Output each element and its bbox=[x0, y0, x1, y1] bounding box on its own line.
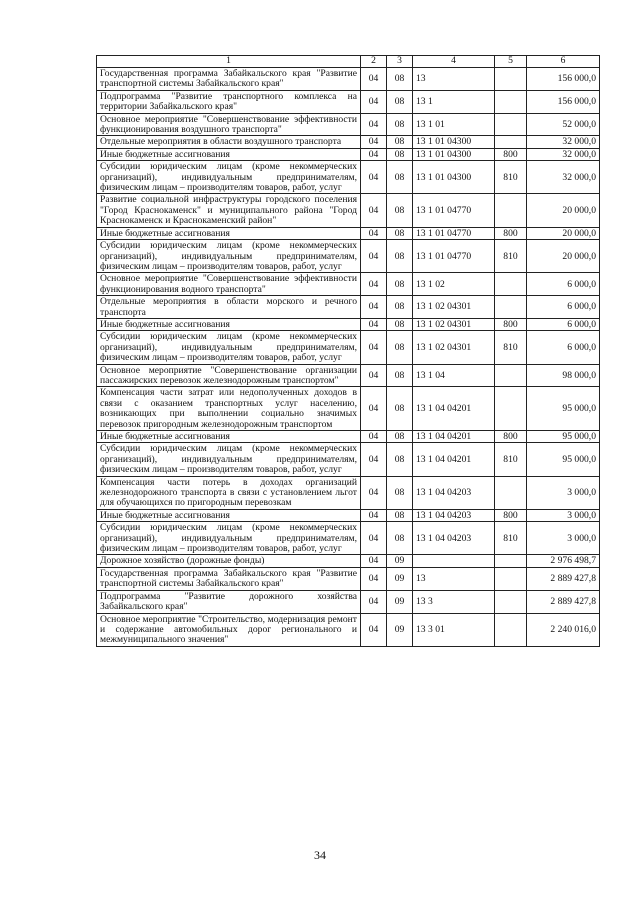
row-section-cell: 04 bbox=[361, 555, 387, 567]
row-expense-type-cell bbox=[495, 273, 527, 296]
row-expense-type-cell bbox=[495, 296, 527, 319]
row-target-article-cell: 13 bbox=[413, 567, 495, 590]
row-section-cell: 04 bbox=[361, 387, 387, 431]
row-subsection-cell: 08 bbox=[387, 476, 413, 509]
row-name-cell: Иные бюджетные ассигнования bbox=[97, 509, 361, 521]
row-name-cell: Основное мероприятие "Совершенствование организации пассажирских перевозок железнодорожным транспортом" bbox=[97, 364, 361, 387]
row-expense-type-cell: 800 bbox=[495, 431, 527, 443]
table-body bbox=[97, 68, 600, 647]
row-target-article-cell: 13 1 04 04203 bbox=[413, 522, 495, 555]
row-expense-type-cell bbox=[495, 136, 527, 148]
row-section-cell: 04 bbox=[361, 613, 387, 646]
header-col-3: 3 bbox=[387, 56, 413, 68]
row-subsection-cell: 09 bbox=[387, 555, 413, 567]
row-section-cell: 04 bbox=[361, 273, 387, 296]
row-target-article-cell: 13 1 04 04201 bbox=[413, 431, 495, 443]
row-section-cell: 04 bbox=[361, 227, 387, 239]
row-amount-cell: 20 000,0 bbox=[527, 194, 600, 227]
row-expense-type-cell bbox=[495, 68, 527, 91]
row-section-cell: 04 bbox=[361, 443, 387, 476]
table-row bbox=[97, 296, 600, 319]
row-section-cell: 04 bbox=[361, 318, 387, 330]
row-section-cell: 04 bbox=[361, 364, 387, 387]
header-row bbox=[97, 56, 600, 68]
row-section-cell: 04 bbox=[361, 476, 387, 509]
row-target-article-cell: 13 1 bbox=[413, 90, 495, 113]
table-row bbox=[97, 148, 600, 160]
table-row bbox=[97, 194, 600, 227]
row-section-cell: 04 bbox=[361, 590, 387, 613]
row-section-cell: 04 bbox=[361, 331, 387, 364]
table-row bbox=[97, 240, 600, 273]
table-row bbox=[97, 273, 600, 296]
header-col-2: 2 bbox=[361, 56, 387, 68]
row-subsection-cell: 09 bbox=[387, 590, 413, 613]
table-row bbox=[97, 161, 600, 194]
table-row bbox=[97, 113, 600, 136]
table-header bbox=[97, 56, 600, 68]
row-expense-type-cell bbox=[495, 387, 527, 431]
row-section-cell: 04 bbox=[361, 113, 387, 136]
row-name-cell: Субсидии юридическим лицам (кроме некоммерческих организаций), индивидуальным предпринимателям, физическим лицам – производителям товаров, работ, услуг bbox=[97, 443, 361, 476]
row-amount-cell: 2 889 427,8 bbox=[527, 590, 600, 613]
table-row bbox=[97, 90, 600, 113]
table-row bbox=[97, 476, 600, 509]
row-amount-cell: 52 000,0 bbox=[527, 113, 600, 136]
row-section-cell: 04 bbox=[361, 136, 387, 148]
row-name-cell: Отдельные мероприятия в области морского и речного транспорта bbox=[97, 296, 361, 319]
row-expense-type-cell bbox=[495, 194, 527, 227]
row-name-cell: Государственная программа Забайкальского края "Развитие транспортной системы Забайкальского края" bbox=[97, 567, 361, 590]
row-subsection-cell: 09 bbox=[387, 567, 413, 590]
row-target-article-cell: 13 1 01 04300 bbox=[413, 148, 495, 160]
row-name-cell: Субсидии юридическим лицам (кроме некоммерческих организаций), индивидуальным предпринимателям, физическим лицам – производителям товаров, работ, услуг bbox=[97, 331, 361, 364]
row-target-article-cell: 13 3 01 bbox=[413, 613, 495, 646]
row-amount-cell: 2 976 498,7 bbox=[527, 555, 600, 567]
row-amount-cell: 32 000,0 bbox=[527, 148, 600, 160]
row-target-article-cell: 13 1 04 04203 bbox=[413, 509, 495, 521]
row-expense-type-cell: 810 bbox=[495, 522, 527, 555]
row-name-cell: Развитие социальной инфраструктуры городского поселения "Город Краснокаменск" и муниципального района "Город Краснокаменск и Краснокаменский район" bbox=[97, 194, 361, 227]
row-subsection-cell: 08 bbox=[387, 443, 413, 476]
row-subsection-cell: 08 bbox=[387, 431, 413, 443]
row-expense-type-cell: 800 bbox=[495, 227, 527, 239]
row-section-cell: 04 bbox=[361, 161, 387, 194]
row-expense-type-cell: 800 bbox=[495, 148, 527, 160]
row-target-article-cell: 13 1 02 bbox=[413, 273, 495, 296]
row-subsection-cell: 08 bbox=[387, 522, 413, 555]
row-expense-type-cell bbox=[495, 113, 527, 136]
row-name-cell: Компенсация части затрат или недополученных доходов в связи с оказанием транспортных услуг населению, возникающих при выполнении социально значимых перевозок пригородным железнодорожным транспортом bbox=[97, 387, 361, 431]
row-expense-type-cell bbox=[495, 364, 527, 387]
row-expense-type-cell bbox=[495, 590, 527, 613]
row-target-article-cell: 13 3 bbox=[413, 590, 495, 613]
table-row bbox=[97, 331, 600, 364]
row-amount-cell: 20 000,0 bbox=[527, 227, 600, 239]
row-amount-cell: 95 000,0 bbox=[527, 387, 600, 431]
table-row bbox=[97, 136, 600, 148]
header-col-6: 6 bbox=[527, 56, 600, 68]
row-subsection-cell: 08 bbox=[387, 387, 413, 431]
row-amount-cell: 3 000,0 bbox=[527, 476, 600, 509]
row-name-cell: Подпрограмма "Развитие дорожного хозяйства Забайкальского края" bbox=[97, 590, 361, 613]
row-name-cell: Основное мероприятие "Совершенствование эффективности функционирования водного транспорта" bbox=[97, 273, 361, 296]
table-row bbox=[97, 387, 600, 431]
table-row bbox=[97, 555, 600, 567]
row-name-cell: Дорожное хозяйство (дорожные фонды) bbox=[97, 555, 361, 567]
row-subsection-cell: 08 bbox=[387, 364, 413, 387]
table-row bbox=[97, 590, 600, 613]
row-target-article-cell: 13 1 04 04203 bbox=[413, 476, 495, 509]
row-amount-cell: 6 000,0 bbox=[527, 318, 600, 330]
table-row bbox=[97, 431, 600, 443]
row-name-cell: Иные бюджетные ассигнования bbox=[97, 318, 361, 330]
row-target-article-cell: 13 1 01 04770 bbox=[413, 240, 495, 273]
row-target-article-cell: 13 1 04 04201 bbox=[413, 443, 495, 476]
row-amount-cell: 2 889 427,8 bbox=[527, 567, 600, 590]
row-amount-cell: 95 000,0 bbox=[527, 431, 600, 443]
row-target-article-cell: 13 1 01 04300 bbox=[413, 136, 495, 148]
row-name-cell: Основное мероприятие "Совершенствование эффективности функционирования воздушного транспорта" bbox=[97, 113, 361, 136]
row-subsection-cell: 08 bbox=[387, 318, 413, 330]
row-subsection-cell: 08 bbox=[387, 227, 413, 239]
row-target-article-cell: 13 1 01 04300 bbox=[413, 161, 495, 194]
table-row bbox=[97, 364, 600, 387]
row-expense-type-cell bbox=[495, 613, 527, 646]
row-target-article-cell: 13 1 01 04770 bbox=[413, 194, 495, 227]
row-expense-type-cell bbox=[495, 567, 527, 590]
row-expense-type-cell: 800 bbox=[495, 509, 527, 521]
row-subsection-cell: 08 bbox=[387, 161, 413, 194]
row-section-cell: 04 bbox=[361, 522, 387, 555]
row-expense-type-cell: 800 bbox=[495, 318, 527, 330]
row-amount-cell: 6 000,0 bbox=[527, 273, 600, 296]
row-subsection-cell: 08 bbox=[387, 273, 413, 296]
table-row bbox=[97, 227, 600, 239]
row-amount-cell: 6 000,0 bbox=[527, 331, 600, 364]
row-name-cell: Основное мероприятие "Строительство, модернизация ремонт и содержание автомобильных дорог регионального и межмуниципального значения" bbox=[97, 613, 361, 646]
table-row bbox=[97, 522, 600, 555]
row-target-article-cell: 13 1 01 04770 bbox=[413, 227, 495, 239]
row-target-article-cell: 13 1 04 bbox=[413, 364, 495, 387]
row-expense-type-cell: 810 bbox=[495, 240, 527, 273]
row-amount-cell: 95 000,0 bbox=[527, 443, 600, 476]
row-name-cell: Компенсация части потерь в доходах организаций железнодорожного транспорта в связи с установлением льгот для обучающихся по пригородным перевозкам bbox=[97, 476, 361, 509]
row-name-cell: Субсидии юридическим лицам (кроме некоммерческих организаций), индивидуальным предпринимателям, физическим лицам – производителям товаров, работ, услуг bbox=[97, 522, 361, 555]
table-row bbox=[97, 567, 600, 590]
row-section-cell: 04 bbox=[361, 68, 387, 91]
row-section-cell: 04 bbox=[361, 194, 387, 227]
budget-allocation-table bbox=[96, 55, 600, 647]
row-expense-type-cell bbox=[495, 476, 527, 509]
table-row bbox=[97, 318, 600, 330]
row-subsection-cell: 08 bbox=[387, 509, 413, 521]
row-target-article-cell bbox=[413, 555, 495, 567]
row-target-article-cell: 13 1 02 04301 bbox=[413, 296, 495, 319]
row-expense-type-cell bbox=[495, 555, 527, 567]
row-subsection-cell: 08 bbox=[387, 331, 413, 364]
row-amount-cell: 2 240 016,0 bbox=[527, 613, 600, 646]
row-name-cell: Субсидии юридическим лицам (кроме некоммерческих организаций), индивидуальным предпринимателям, физическим лицам – производителям товаров, работ, услуг bbox=[97, 240, 361, 273]
row-amount-cell: 6 000,0 bbox=[527, 296, 600, 319]
row-section-cell: 04 bbox=[361, 90, 387, 113]
row-target-article-cell: 13 1 04 04201 bbox=[413, 387, 495, 431]
row-subsection-cell: 08 bbox=[387, 68, 413, 91]
row-expense-type-cell: 810 bbox=[495, 443, 527, 476]
row-subsection-cell: 08 bbox=[387, 194, 413, 227]
row-subsection-cell: 08 bbox=[387, 90, 413, 113]
header-col-5: 5 bbox=[495, 56, 527, 68]
row-section-cell: 04 bbox=[361, 567, 387, 590]
row-subsection-cell: 08 bbox=[387, 296, 413, 319]
row-amount-cell: 32 000,0 bbox=[527, 161, 600, 194]
row-amount-cell: 32 000,0 bbox=[527, 136, 600, 148]
row-subsection-cell: 08 bbox=[387, 136, 413, 148]
row-section-cell: 04 bbox=[361, 240, 387, 273]
row-subsection-cell: 08 bbox=[387, 113, 413, 136]
table-row bbox=[97, 613, 600, 646]
row-subsection-cell: 08 bbox=[387, 240, 413, 273]
row-target-article-cell: 13 1 02 04301 bbox=[413, 331, 495, 364]
row-amount-cell: 3 000,0 bbox=[527, 522, 600, 555]
row-expense-type-cell bbox=[495, 90, 527, 113]
row-name-cell: Государственная программа Забайкальского края "Развитие транспортной системы Забайкальского края" bbox=[97, 68, 361, 91]
row-section-cell: 04 bbox=[361, 148, 387, 160]
row-name-cell: Отдельные мероприятия в области воздушного транспорта bbox=[97, 136, 361, 148]
row-subsection-cell: 08 bbox=[387, 148, 413, 160]
row-name-cell: Иные бюджетные ассигнования bbox=[97, 431, 361, 443]
header-col-4: 4 bbox=[413, 56, 495, 68]
row-amount-cell: 98 000,0 bbox=[527, 364, 600, 387]
table-row bbox=[97, 443, 600, 476]
row-section-cell: 04 bbox=[361, 296, 387, 319]
row-target-article-cell: 13 1 02 04301 bbox=[413, 318, 495, 330]
row-name-cell: Иные бюджетные ассигнования bbox=[97, 227, 361, 239]
row-amount-cell: 156 000,0 bbox=[527, 68, 600, 91]
table-row bbox=[97, 68, 600, 91]
row-target-article-cell: 13 bbox=[413, 68, 495, 91]
row-section-cell: 04 bbox=[361, 509, 387, 521]
row-expense-type-cell: 810 bbox=[495, 331, 527, 364]
row-target-article-cell: 13 1 01 bbox=[413, 113, 495, 136]
page-number: 34 bbox=[314, 848, 326, 862]
header-col-1: 1 bbox=[97, 56, 361, 68]
row-amount-cell: 3 000,0 bbox=[527, 509, 600, 521]
row-subsection-cell: 09 bbox=[387, 613, 413, 646]
row-section-cell: 04 bbox=[361, 431, 387, 443]
row-name-cell: Иные бюджетные ассигнования bbox=[97, 148, 361, 160]
row-amount-cell: 156 000,0 bbox=[527, 90, 600, 113]
row-amount-cell: 20 000,0 bbox=[527, 240, 600, 273]
row-name-cell: Субсидии юридическим лицам (кроме некоммерческих организаций), индивидуальным предпринимателям, физическим лицам – производителям товаров, работ, услуг bbox=[97, 161, 361, 194]
row-name-cell: Подпрограмма "Развитие транспортного комплекса на территории Забайкальского края" bbox=[97, 90, 361, 113]
row-expense-type-cell: 810 bbox=[495, 161, 527, 194]
table-row bbox=[97, 509, 600, 521]
